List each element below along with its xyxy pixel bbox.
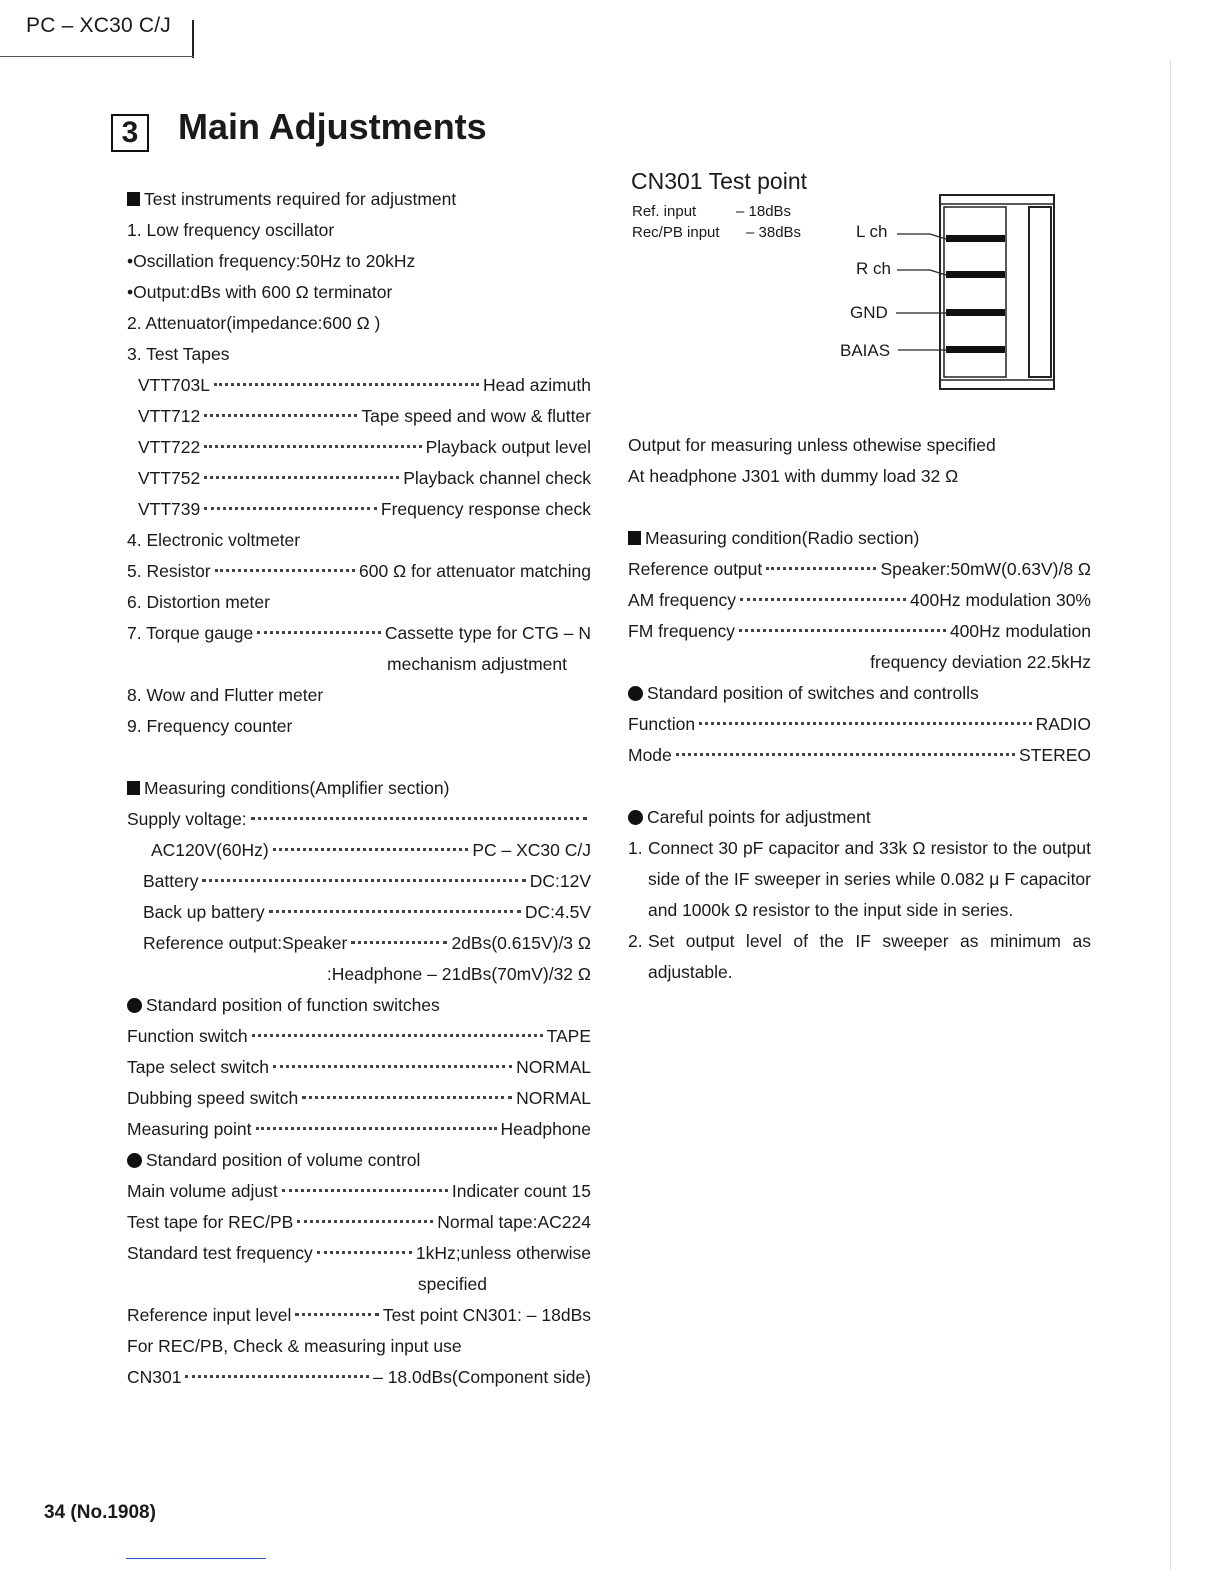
standard-frequency-row: Standard test frequency 1kHz;unless otherwise bbox=[127, 1243, 591, 1263]
careful-points-heading: Careful points for adjustment bbox=[628, 802, 1091, 833]
instrument-detail: •Oscillation frequency:50Hz to 20kHz bbox=[127, 251, 416, 271]
main-volume-row: Main volume adjust Indicater count 15 bbox=[127, 1181, 591, 1201]
header-divider-vertical bbox=[192, 20, 194, 58]
switch-row: Function switch TAPE bbox=[127, 1026, 591, 1046]
cn301-title: CN301 Test point bbox=[631, 168, 808, 194]
pin-lch bbox=[946, 235, 1005, 242]
left-column bbox=[127, 184, 591, 1393]
pin-label-rch: R ch bbox=[856, 259, 891, 278]
instrument-item: 4. Electronic voltmeter bbox=[127, 530, 301, 550]
ac-voltage-row: AC120V(60Hz) PC – XC30 C/J bbox=[151, 840, 591, 860]
pin-lead-line bbox=[897, 270, 946, 275]
function-row: Function RADIO bbox=[628, 714, 1091, 734]
connector-outline bbox=[940, 195, 1054, 389]
test-tape-row: VTT739 Frequency response check bbox=[138, 499, 591, 519]
instrument-item: 8. Wow and Flutter meter bbox=[127, 685, 324, 705]
reference-output-headphone: :Headphone – 21dBs(70mV)/32 Ω bbox=[326, 964, 591, 984]
pin-gnd bbox=[946, 309, 1005, 316]
backup-battery-row: Back up battery DC:4.5V bbox=[143, 902, 591, 922]
fm-frequency-row: FM frequency 400Hz modulation bbox=[628, 621, 1091, 641]
header-divider-horizontal bbox=[0, 56, 194, 57]
switches-controls-heading: Standard position of switches and controlls bbox=[628, 678, 1091, 709]
test-tape-row: VTT752 Playback channel check bbox=[138, 468, 591, 488]
cn301-input-levels: Ref. input – 18dBs Rec/PB input – 38dBs bbox=[632, 203, 802, 241]
output-note: At headphone J301 with dummy load 32 Ω bbox=[628, 466, 959, 486]
switch-row: Dubbing speed switch NORMAL bbox=[127, 1088, 591, 1108]
recpb-note: For REC/PB, Check & measuring input use bbox=[127, 1336, 462, 1356]
reference-input-row: Reference input level Test point CN301: – 18dBs bbox=[127, 1305, 591, 1325]
switch-row: Tape select switch NORMAL bbox=[127, 1057, 591, 1077]
round-bullet-icon bbox=[127, 1153, 142, 1168]
square-bullet-icon bbox=[127, 192, 140, 206]
supply-voltage-row: Supply voltage: bbox=[127, 804, 591, 835]
test-tape-recpb-row: Test tape for REC/PB Normal tape:AC224 bbox=[127, 1212, 591, 1232]
instrument-item: 3. Test Tapes bbox=[127, 344, 230, 364]
footer-underline bbox=[126, 1558, 266, 1559]
instrument-item-continued: mechanism adjustment bbox=[387, 654, 567, 674]
radio-conditions-heading: Measuring condition(Radio section) bbox=[628, 523, 1091, 554]
round-bullet-icon bbox=[628, 686, 643, 701]
function-switches-heading: Standard position of function switches bbox=[127, 990, 591, 1021]
round-bullet-icon bbox=[628, 810, 643, 825]
instrument-item-resistor: 5. Resistor 600 Ω for attenuator matching bbox=[127, 561, 591, 581]
test-tape-row: VTT703L Head azimuth bbox=[138, 375, 591, 395]
output-note: Output for measuring unless othewise specified bbox=[628, 435, 996, 455]
instrument-item: 9. Frequency counter bbox=[127, 716, 293, 736]
cn301-row: CN301 – 18.0dBs(Component side) bbox=[127, 1367, 591, 1387]
section-number: 3 bbox=[111, 114, 149, 152]
fm-frequency-continued: frequency deviation 22.5kHz bbox=[870, 652, 1091, 672]
document-model-header: PC – XC30 C/J bbox=[26, 14, 171, 37]
pin-lead-line bbox=[897, 234, 946, 239]
volume-control-heading: Standard position of volume control bbox=[127, 1145, 591, 1176]
instruments-heading: Test instruments required for adjustment bbox=[127, 184, 591, 215]
reference-output-row: Reference output Speaker:50mW(0.63V)/8 Ω bbox=[628, 559, 1091, 579]
reference-output-row: Reference output:Speaker 2dBs(0.615V)/3 Ω bbox=[143, 933, 591, 953]
pin-rch bbox=[946, 271, 1005, 278]
instrument-item: 6. Distortion meter bbox=[127, 592, 270, 612]
connector-latch bbox=[1029, 207, 1051, 377]
standard-frequency-continued: specified bbox=[417, 1274, 487, 1294]
section-title: Main Adjustments bbox=[178, 106, 487, 147]
instrument-item: 2. Attenuator(impedance:600 Ω ) bbox=[127, 313, 381, 333]
amp-conditions-heading: Measuring conditions(Amplifier section) bbox=[127, 773, 591, 804]
pin-label-gnd: GND bbox=[850, 303, 888, 322]
page-edge-line bbox=[1170, 60, 1171, 1570]
cn301-connector-diagram bbox=[830, 190, 1065, 400]
instrument-item: 1. Low frequency oscillator bbox=[127, 220, 335, 240]
instrument-item-torque: 7. Torque gauge Cassette type for CTG – N bbox=[127, 623, 591, 643]
right-column bbox=[628, 430, 1091, 988]
square-bullet-icon bbox=[628, 531, 641, 545]
careful-point-item: 2. Set output level of the IF sweeper as minimum as adjustable. bbox=[628, 931, 1091, 982]
page-number-footer: 34 (No.1908) bbox=[44, 1502, 156, 1523]
battery-row: Battery DC:12V bbox=[143, 871, 591, 891]
test-tape-row: VTT712 Tape speed and wow & flutter bbox=[138, 406, 591, 426]
am-frequency-row: AM frequency 400Hz modulation 30% bbox=[628, 590, 1091, 610]
pin-label-bias: BAIAS bbox=[840, 341, 891, 360]
pin-label-lch: L ch bbox=[856, 222, 888, 241]
test-tape-row: VTT722 Playback output level bbox=[138, 437, 591, 457]
mode-row: Mode STEREO bbox=[628, 745, 1091, 765]
instrument-detail: •Output:dBs with 600 Ω terminator bbox=[127, 282, 393, 302]
square-bullet-icon bbox=[127, 781, 140, 795]
careful-point-item: 1. Connect 30 pF capacitor and 33k Ω resistor to the output side of the IF sweeper in series while 0.082 μ F capacitor and 1000k Ω resistor to the input side in series. bbox=[628, 838, 1091, 920]
round-bullet-icon bbox=[127, 998, 142, 1013]
pin-bias bbox=[946, 346, 1005, 353]
switch-row: Measuring point Headphone bbox=[127, 1119, 591, 1139]
